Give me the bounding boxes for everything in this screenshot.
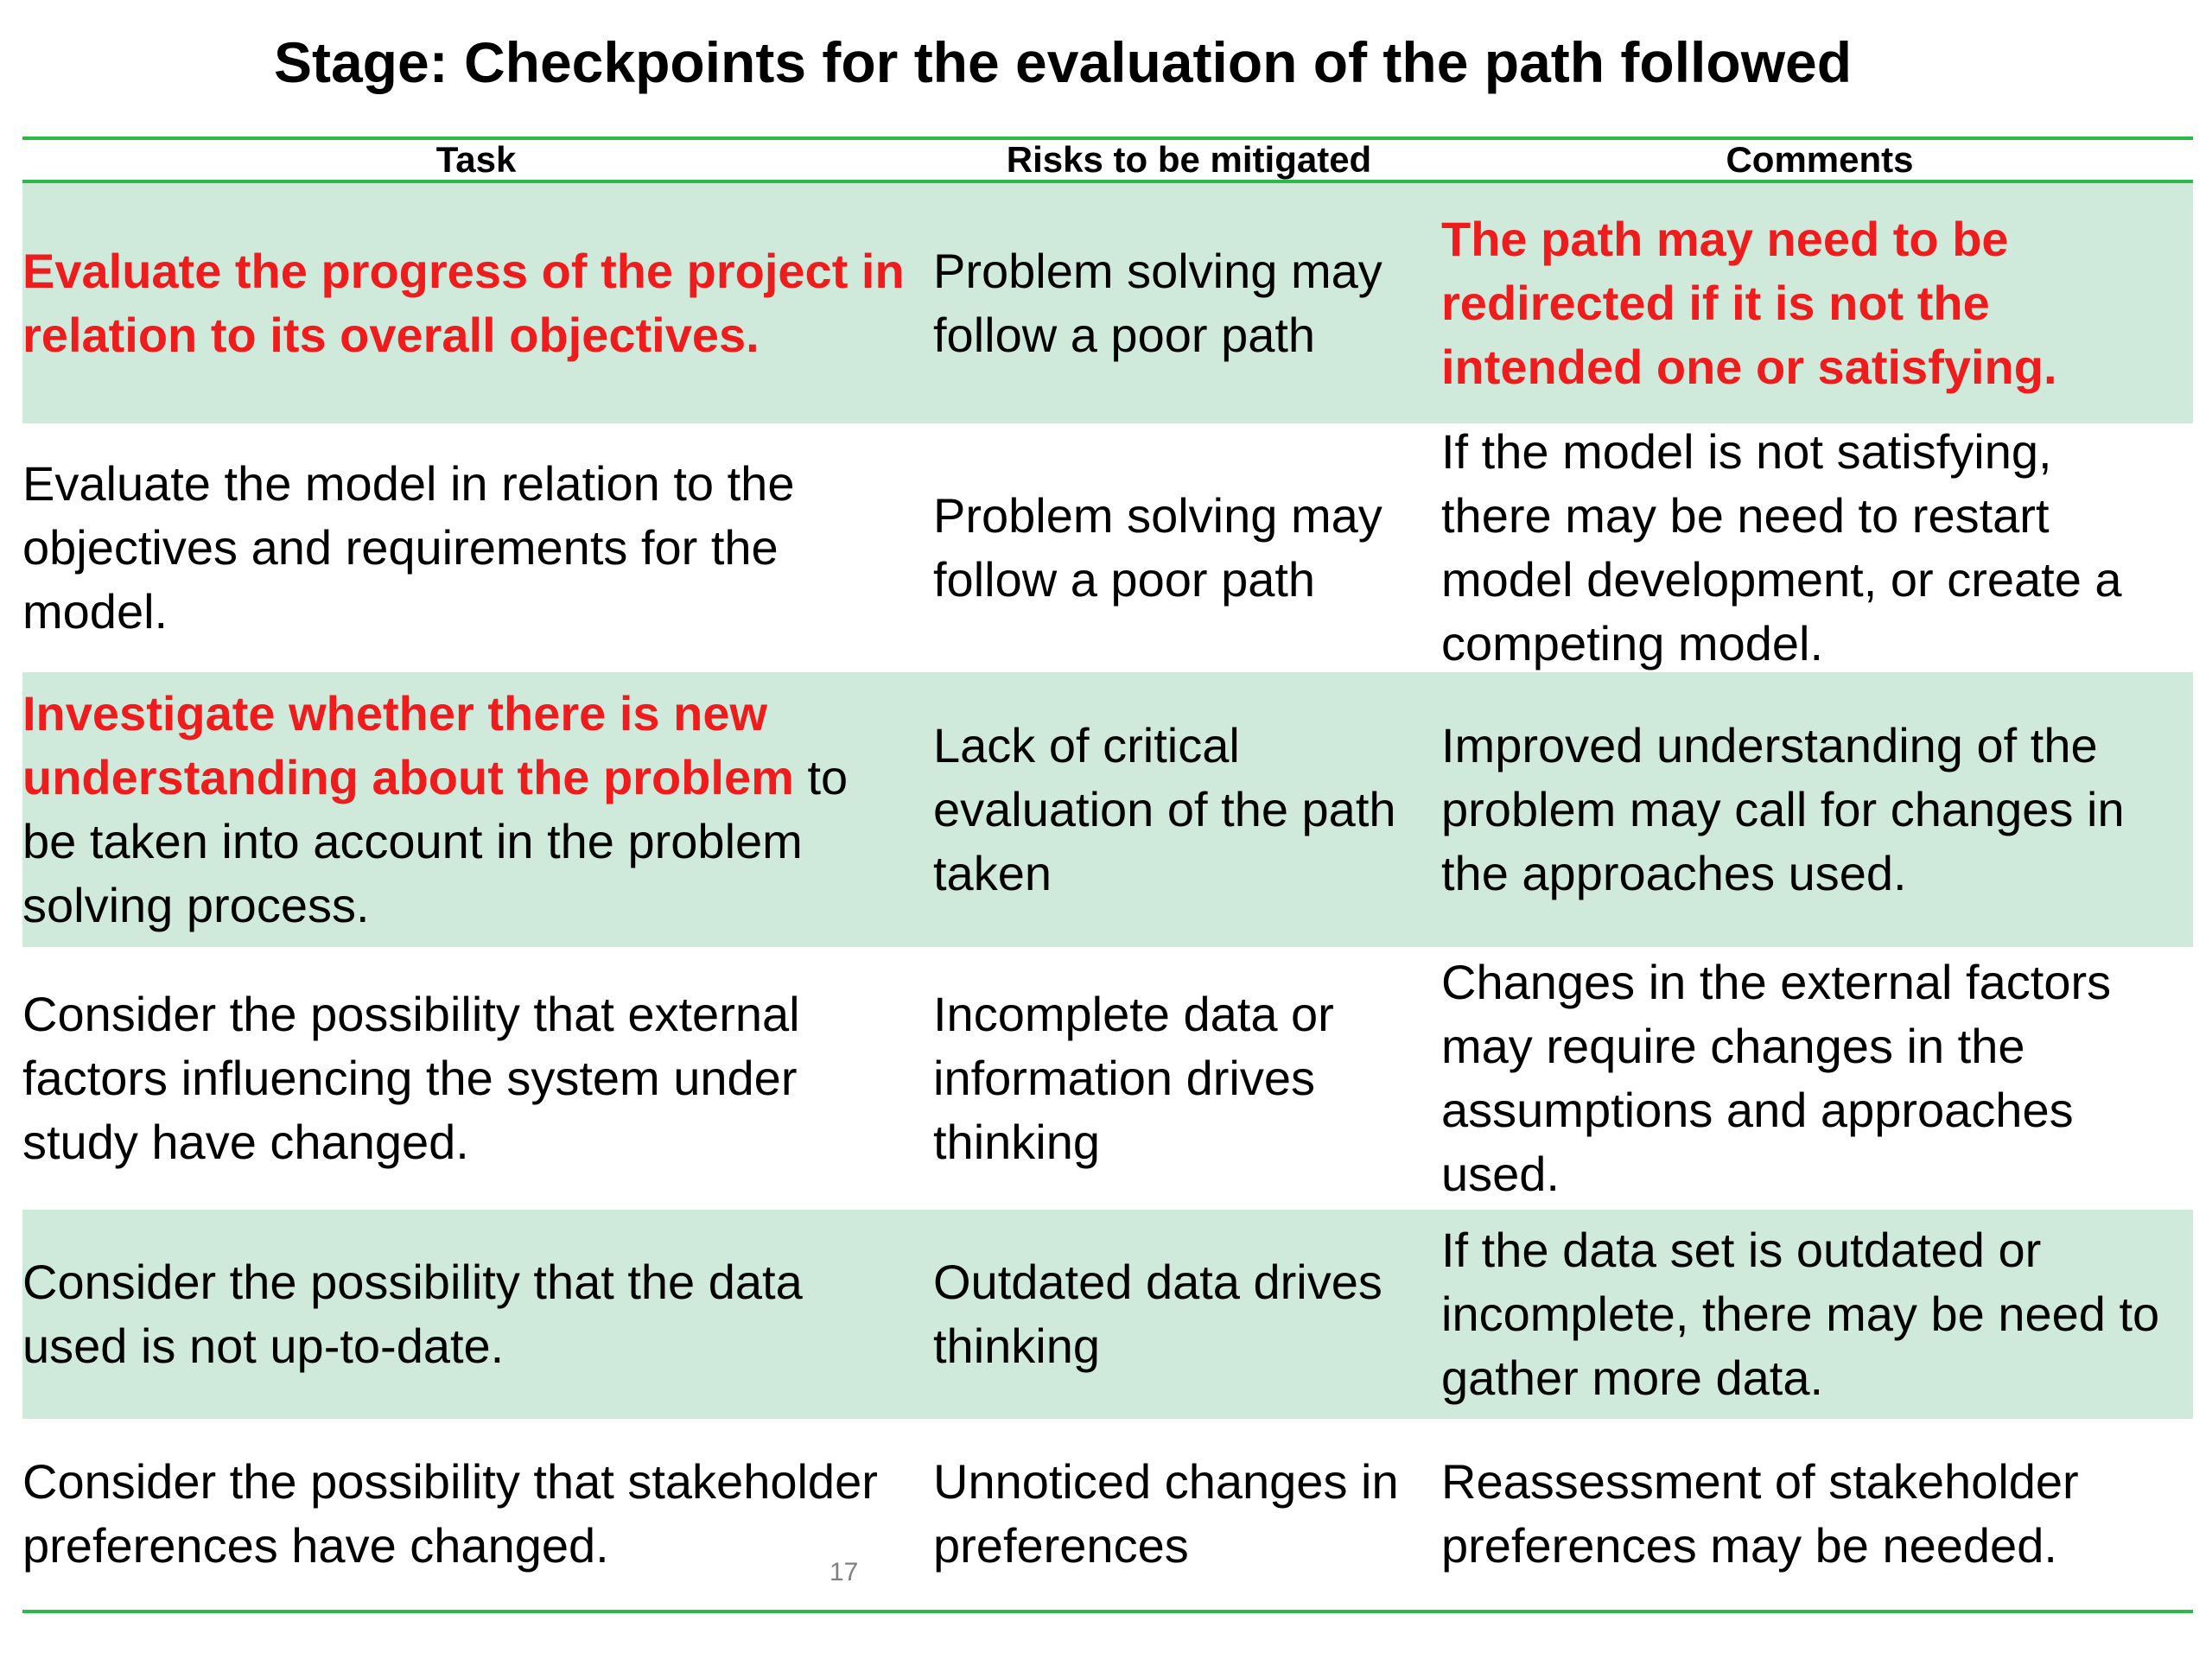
comment-line: Reassessment of stakeholder xyxy=(1441,1454,2079,1509)
table-bottom-rule xyxy=(22,1610,2193,1613)
header-risks: Risks to be mitigated xyxy=(1006,139,1372,180)
comment-cell xyxy=(1441,183,2193,423)
risk-line: evaluation of the path xyxy=(933,782,1396,836)
task-line: factors influencing the system under xyxy=(22,1051,798,1105)
risk-line: thinking xyxy=(933,1115,1101,1169)
risk-cell xyxy=(933,672,1443,947)
comment-line: The path may need to be xyxy=(1441,212,2009,266)
task-continuation: to xyxy=(793,750,849,804)
comment-line: may require changes in the xyxy=(1441,1019,2025,1073)
task-emphasis: understanding about the problem xyxy=(22,750,794,804)
comment-line: preferences may be needed. xyxy=(1441,1518,2057,1573)
header-comments: Comments xyxy=(1726,139,1914,180)
header-task: Task xyxy=(435,139,517,180)
task-line xyxy=(22,746,930,810)
comment-cell xyxy=(1441,1419,2193,1609)
table-row xyxy=(22,672,2193,947)
comment-line: model development, or create a xyxy=(1441,552,2122,607)
risk-cell xyxy=(933,1419,1443,1609)
risk-line: Unnoticed changes in xyxy=(933,1454,1399,1509)
comment-line: used. xyxy=(1441,1147,1560,1201)
risk-cell xyxy=(933,1210,1443,1419)
comment-cell xyxy=(1441,947,2193,1210)
risk-cell xyxy=(933,423,1443,672)
task-line: objectives and requirements for the xyxy=(22,520,779,575)
task-cell xyxy=(22,1210,930,1419)
risk-line: Lack of critical xyxy=(933,718,1240,772)
comment-line: gather more data. xyxy=(1441,1351,1824,1405)
table-row xyxy=(22,947,2193,1210)
risk-line: taken xyxy=(933,846,1052,900)
task-line: Evaluate the progress of the project in xyxy=(22,244,905,298)
table-row xyxy=(22,183,2193,423)
risk-line: follow a poor path xyxy=(933,308,1316,362)
risk-line: Incomplete data or xyxy=(933,987,1334,1041)
comment-cell xyxy=(1441,672,2193,947)
task-line: solving process. xyxy=(22,878,370,932)
comment-line: there may be need to restart xyxy=(1441,488,2050,543)
risk-line: Problem solving may xyxy=(933,488,1382,543)
page-title: Stage: Checkpoints for the evaluation of the path followed xyxy=(273,30,1853,94)
task-line: Consider the possibility that stakeholder xyxy=(22,1454,878,1509)
comment-line: If the data set is outdated or xyxy=(1441,1223,2042,1277)
task-line: study have changed. xyxy=(22,1115,469,1169)
risk-line: follow a poor path xyxy=(933,552,1316,607)
risk-line: Outdated data drives xyxy=(933,1255,1382,1309)
task-line: be taken into account in the problem xyxy=(22,814,803,868)
page-number: 17 xyxy=(830,1558,859,1586)
task-line: model. xyxy=(22,584,168,639)
comment-line: competing model. xyxy=(1441,616,1824,671)
table-row xyxy=(22,423,2193,672)
table-row xyxy=(22,1419,2193,1609)
risk-line: Problem solving may xyxy=(933,244,1382,298)
risk-cell xyxy=(933,183,1443,423)
risk-line: information drives xyxy=(933,1051,1315,1105)
comment-line: the approaches used. xyxy=(1441,846,1907,900)
comment-line: Improved understanding of the xyxy=(1441,718,2098,772)
table-row xyxy=(22,1210,2193,1419)
task-cell xyxy=(22,1419,930,1609)
risk-line: preferences xyxy=(933,1518,1189,1573)
task-cell xyxy=(22,183,930,423)
task-cell xyxy=(22,672,930,947)
comment-line: intended one or satisfying. xyxy=(1441,340,2057,394)
comment-line: incomplete, there may be need to xyxy=(1441,1287,2160,1341)
task-line: used is not up-to-date. xyxy=(22,1319,505,1373)
task-line: Evaluate the model in relation to the xyxy=(22,456,795,511)
comment-cell xyxy=(1441,1210,2193,1419)
comment-line: problem may call for changes in xyxy=(1441,782,2125,836)
task-line: Investigate whether there is new xyxy=(22,686,768,741)
comment-line: assumptions and approaches xyxy=(1441,1083,2074,1137)
task-cell xyxy=(22,947,930,1210)
task-line: preferences have changed. xyxy=(22,1518,609,1573)
task-line: Consider the possibility that external xyxy=(22,987,800,1041)
task-cell xyxy=(22,423,930,672)
task-line: relation to its overall objectives. xyxy=(22,308,760,362)
comment-line: redirected if it is not the xyxy=(1441,276,1990,330)
comment-line: If the model is not satisfying, xyxy=(1441,424,2052,479)
task-line: Consider the possibility that the data xyxy=(22,1255,803,1309)
risk-cell xyxy=(933,947,1443,1210)
comment-line: Changes in the external factors xyxy=(1441,955,2112,1009)
risk-line: thinking xyxy=(933,1319,1101,1373)
comment-cell xyxy=(1441,423,2193,672)
